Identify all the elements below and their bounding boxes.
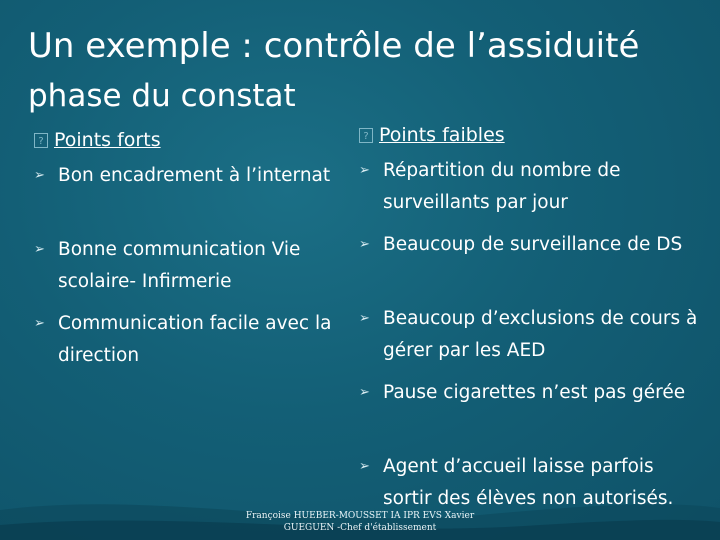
list-item — [359, 155, 704, 225]
list-item — [34, 234, 334, 304]
slide-title: Un exemple : contrôle de l’assiduité — [28, 26, 640, 66]
list-item-text: Bon encadrement à l’internat — [58, 165, 331, 186]
footer-line-2: GUEGUEN -Chef d'établissement — [283, 523, 437, 533]
strengths-column — [34, 126, 334, 378]
arrowhead-bullet-icon: ➢ — [34, 316, 45, 331]
arrowhead-bullet-icon: ➢ — [359, 163, 370, 178]
list-item — [359, 303, 704, 373]
slide-subtitle: phase du constat — [28, 78, 296, 114]
arrowhead-bullet-icon: ➢ — [359, 237, 370, 252]
strengths-heading-label: Points forts — [54, 129, 161, 151]
list-item-text: Bonne communication Vie scolaire- Infirmerie — [58, 239, 301, 292]
arrowhead-bullet-icon: ➢ — [359, 459, 370, 474]
arrowhead-bullet-icon: ➢ — [34, 242, 45, 257]
checkbox-glyph-icon: ? — [359, 128, 373, 143]
list-item-text: Communication facile avec la direction — [58, 313, 332, 366]
arrowhead-bullet-icon: ➢ — [359, 385, 370, 400]
slide-footer — [220, 510, 500, 534]
list-item-text: Beaucoup d’exclusions de cours à gérer par les AED — [383, 308, 698, 361]
arrowhead-bullet-icon: ➢ — [359, 311, 370, 326]
weaknesses-heading — [359, 121, 704, 149]
footer-line-1: Françoise HUEBER-MOUSSET IA IPR EVS Xavier — [245, 511, 475, 521]
list-item — [34, 160, 334, 230]
list-item — [34, 308, 334, 378]
weaknesses-heading-label: Points faibles — [379, 124, 505, 146]
list-item — [359, 229, 704, 299]
strengths-heading — [34, 126, 334, 154]
list-item-text: Répartition du nombre de surveillants par jour — [383, 160, 621, 213]
weaknesses-column — [359, 121, 704, 521]
list-item — [359, 377, 704, 447]
list-item-text: Beaucoup de surveillance de DS — [383, 234, 683, 255]
list-item-text: Pause cigarettes n’est pas gérée — [383, 382, 686, 403]
list-item-text: Agent d’accueil laisse parfois sortir des élèves non autorisés. — [383, 456, 674, 509]
checkbox-glyph-icon: ? — [34, 133, 48, 148]
arrowhead-bullet-icon: ➢ — [34, 168, 45, 183]
